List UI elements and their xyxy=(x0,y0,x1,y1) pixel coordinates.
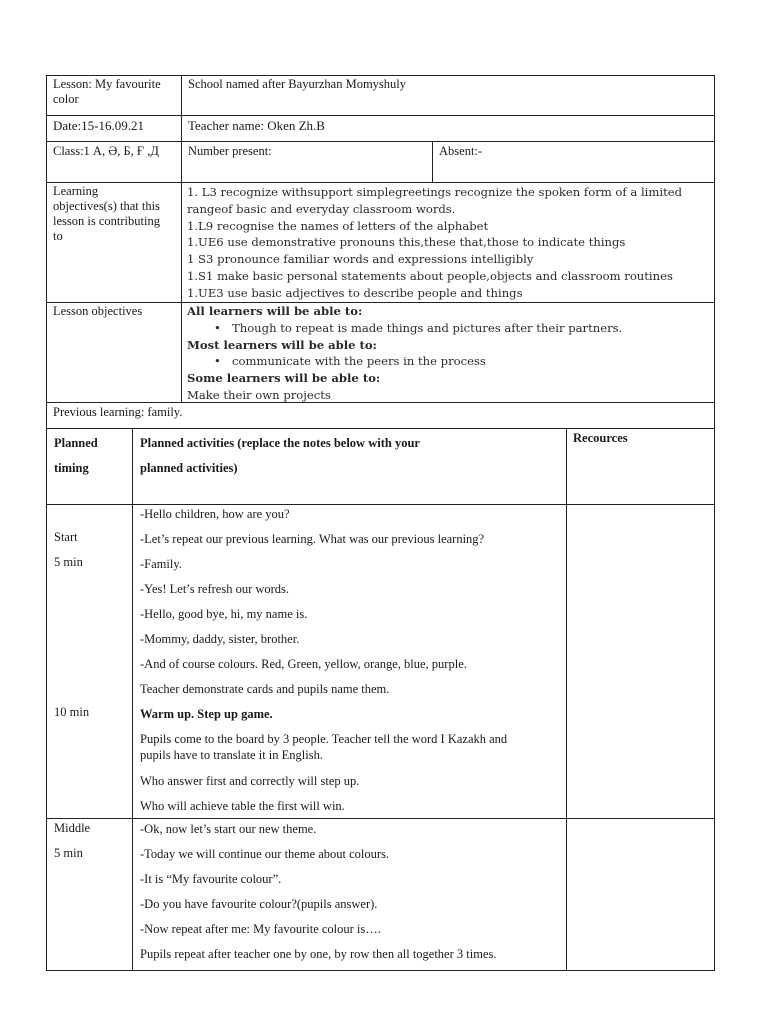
activity-line: -Hello children, how are you? xyxy=(140,507,290,521)
activity-line: -It is “My favourite colour”. xyxy=(140,872,282,886)
activity-line: Who answer first and correctly will step up. xyxy=(140,774,360,788)
activity-line xyxy=(140,731,564,773)
school-name: School named after Bayurzhan Momyshuly xyxy=(188,77,407,91)
activity-line-part: pupils have to translate it in English. xyxy=(140,748,323,762)
some-learners-item: Make their own projects xyxy=(187,387,331,402)
activity-line: -Hello, good bye, hi, my name is. xyxy=(140,607,308,621)
all-learners-heading: All learners will be able to: xyxy=(187,304,363,318)
row-divider xyxy=(46,141,715,142)
most-learners-heading: Most learners will be able to: xyxy=(187,337,377,352)
activity-line: -Now repeat after me: My favourite colour is…. xyxy=(140,922,381,936)
column-divider xyxy=(181,75,182,402)
learning-objectives-list xyxy=(187,184,713,302)
warm-up-heading: Warm up. Step up game. xyxy=(140,707,273,721)
timing-start-duration: 5 min xyxy=(54,555,83,569)
learning-objective-item: 1.L9 recognise the names of letters of the alphabet xyxy=(187,218,489,233)
planned-activities-header-line: Planned activities (replace the notes below with your xyxy=(140,436,420,450)
activity-line: Teacher demonstrate cards and pupils name them. xyxy=(140,682,390,696)
activity-line: Who will achieve table the first will win. xyxy=(140,799,345,813)
activity-line: -And of course colours. Red, Green, yellow, orange, blue, purple. xyxy=(140,657,467,671)
lesson-objectives-content xyxy=(187,303,713,404)
activity-line: Pupils repeat after teacher one by one, by row then all together 3 times. xyxy=(140,947,497,961)
previous-learning: Previous learning: family. xyxy=(53,405,183,419)
timing-warmup-duration: 10 min xyxy=(54,705,90,719)
some-learners-heading: Some learners will be able to: xyxy=(187,371,381,386)
start-activities xyxy=(140,506,564,823)
row-divider xyxy=(46,115,715,116)
activity-line: -Mommy, daddy, sister, brother. xyxy=(140,632,300,646)
planned-timing-header-line: timing xyxy=(54,461,89,475)
most-learners-item: • communicate with the peers in the process xyxy=(187,353,713,370)
class-list: Class:1 А, Ә, Б, Ғ ,Д xyxy=(53,144,159,158)
absent-count: Absent:- xyxy=(439,144,483,158)
row-divider xyxy=(46,182,715,183)
activity-line: -Let’s repeat our previous learning. What was our previous learning? xyxy=(140,532,485,546)
activity-line: -Do you have favourite colour?(pupils answer). xyxy=(140,897,378,911)
planned-activities-header-line: planned activities) xyxy=(140,461,238,475)
teacher-name: Teacher name: Oken Zh.B xyxy=(188,118,325,133)
column-divider xyxy=(432,141,433,182)
planned-timing-header-line: Planned xyxy=(54,436,98,450)
row-divider xyxy=(46,428,715,429)
activity-line: -Today we will continue our theme about colours. xyxy=(140,847,390,861)
row-divider xyxy=(46,504,715,505)
learning-objective-item: 1 S3 pronounce familiar words and expressions intelligibly xyxy=(187,252,534,267)
middle-activities xyxy=(140,821,564,971)
learning-objective-item: 1.UE3 use basic adjectives to describe people and things xyxy=(187,285,523,300)
activity-line: -Family. xyxy=(140,557,182,571)
activity-line: -Ok, now let’s start our new theme. xyxy=(140,822,317,836)
lesson-date: Date:15-16.09.21 xyxy=(53,118,144,133)
resources-header: Recources xyxy=(573,431,628,445)
planned-activities-header xyxy=(140,431,560,481)
lesson-objectives-label: Lesson objectives xyxy=(53,304,143,318)
learning-objective-item: 1.S1 make basic personal statements about people,objects and classroom routines xyxy=(187,268,673,283)
planned-timing-header xyxy=(54,431,129,481)
timing-middle-duration: 5 min xyxy=(54,846,83,860)
timing-start: Start xyxy=(54,530,78,544)
activity-line-part: Pupils come to the board by 3 people. Teacher tell the word I Kazakh and xyxy=(140,732,508,746)
lesson-title: Lesson: My favourite color xyxy=(53,77,161,106)
number-present: Number present: xyxy=(188,144,272,158)
learning-objectives-label: Learning objectives(s) that this lesson is contributing to xyxy=(53,184,160,243)
column-divider xyxy=(566,428,567,971)
all-learners-item: • Though to repeat is made things and pictures after their partners. xyxy=(187,320,713,337)
column-divider xyxy=(132,428,133,971)
activity-line: -Yes! Let’s refresh our words. xyxy=(140,582,290,596)
learning-objective-item: 1.UE6 use demonstrative pronouns this,these that,those to indicate things xyxy=(187,235,626,250)
timing-middle: Middle xyxy=(54,821,91,835)
learning-objective-item: 1. L3 recognize withsupport simplegreetings recognize the spoken form of a limited rangeof basic and everyday classroom words. xyxy=(187,185,683,216)
